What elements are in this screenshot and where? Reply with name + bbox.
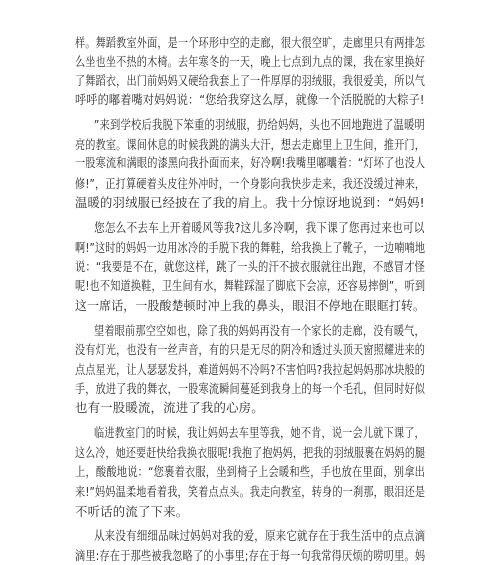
text-line: 上，酸酸地说：“您裹着衣服，坐到椅子上会暖和些，手也放在里面，别拿出	[75, 464, 426, 480]
text-line: 说：“我要是不在，就您这样，跳了一头的汗不披衣服就往出跑，不感冒才怪	[75, 258, 426, 274]
text-line: 一股寒流和满眼的漆黑向我扑面而来，好冷啊!我嘴里嘟囔着：“灯坏了也没人	[75, 155, 426, 171]
text-line: 了舞蹈衣，出门前妈妈又硬给我套上了一件厚厚的羽绒服，我很爱美，所以气	[75, 72, 426, 88]
text-line: 手，放进了我的舞衣，一股寒流瞬间蔓延到我身上的每一个毛孔，但同时好似	[75, 380, 426, 396]
text-line: 滴里:存在于那些被我忽略了的小事里;存在于每一句我常得厌烦的唠叨里。妈	[75, 548, 426, 563]
text-line: 样。舞蹈教室外面，是一个环形中空的走廊，很大很空旷，走廊里只有两排怎	[75, 35, 426, 50]
text-line: 也有一股暖流，流进了我的心房。	[75, 400, 264, 416]
text-line: 么坐也坐不热的木椅。去年寒冬的一天，晚上七点到九点的课，我在家里换好	[75, 53, 426, 69]
text-line: 没有灯光，也没有一丝声音，有的只是无尽的阴冷和透过头顶天窗照耀进来的	[75, 342, 426, 358]
text-line: 您怎么不去车上开着暖风等我?这儿多冷啊，我下课了您再过来也可以	[94, 220, 425, 236]
text-line: 亮的教室。课间休息的时候我跳的满头大汗，想去走廊里上卫生间，推开门，	[75, 136, 426, 152]
text-line: 温暖的羽绒服已经披在了我的肩上。我十分惊讶地说到：“妈妈!	[75, 194, 425, 210]
text-line: 呢!也不知道换鞋，卫生间有水，舞鞋踩湿了脚底下会凉，还容易摔倒”，听到	[75, 278, 426, 294]
text-line: 临进教室门的时候，我让妈妈去车里等我，她不肯，说一会儿就下课了，	[94, 425, 425, 441]
text-line: 点点星光，让人瑟瑟发抖，难道妈妈不冷吗?不害怕吗?我拉起妈妈那冰块般的	[75, 361, 426, 377]
text-line: 来!”妈妈温柔地看着我，笑着点点头。我走向教室，转身的一刹那，眼泪还是	[75, 484, 426, 499]
text-line: 啊!”这时的妈妈一边用冰冷的手脱下我的舞鞋，给我换上了靴子，一边喃喃地	[75, 239, 426, 255]
text-line: 望着眼前那空空如也，除了我的妈妈再没有一个家长的走廊，没有暖气，	[94, 322, 425, 338]
text-line: 这么冷，她还要赶快给我换衣服呢!我抱了抱妈妈，把我的羽绒服裹在妈妈的腿	[75, 444, 426, 460]
text-line: ”来到学校后我脱下笨重的羽绒服，扔给妈妈，头也不回地跑进了温暖明	[94, 116, 425, 132]
text-line: 修!”，正打算硬着头皮往外冲时，一个身影向我快步走来，我还没缓过神来，	[75, 175, 426, 191]
text-line: 不听话的流了下来。	[75, 503, 189, 519]
text-line: 呼呼的嘟着嘴对妈妈说：“您给我穿这么厚，就像一个活脱脱的大粽子!	[75, 92, 425, 108]
text-line: 从来没有细细品味过妈妈对我的爱，原来它就存在于我生活中的点点滴	[94, 528, 426, 544]
text-line: 这一席话，一股酸楚顿时冲上我的鼻头，眼泪不停地在眼眶打转。	[75, 297, 426, 313]
